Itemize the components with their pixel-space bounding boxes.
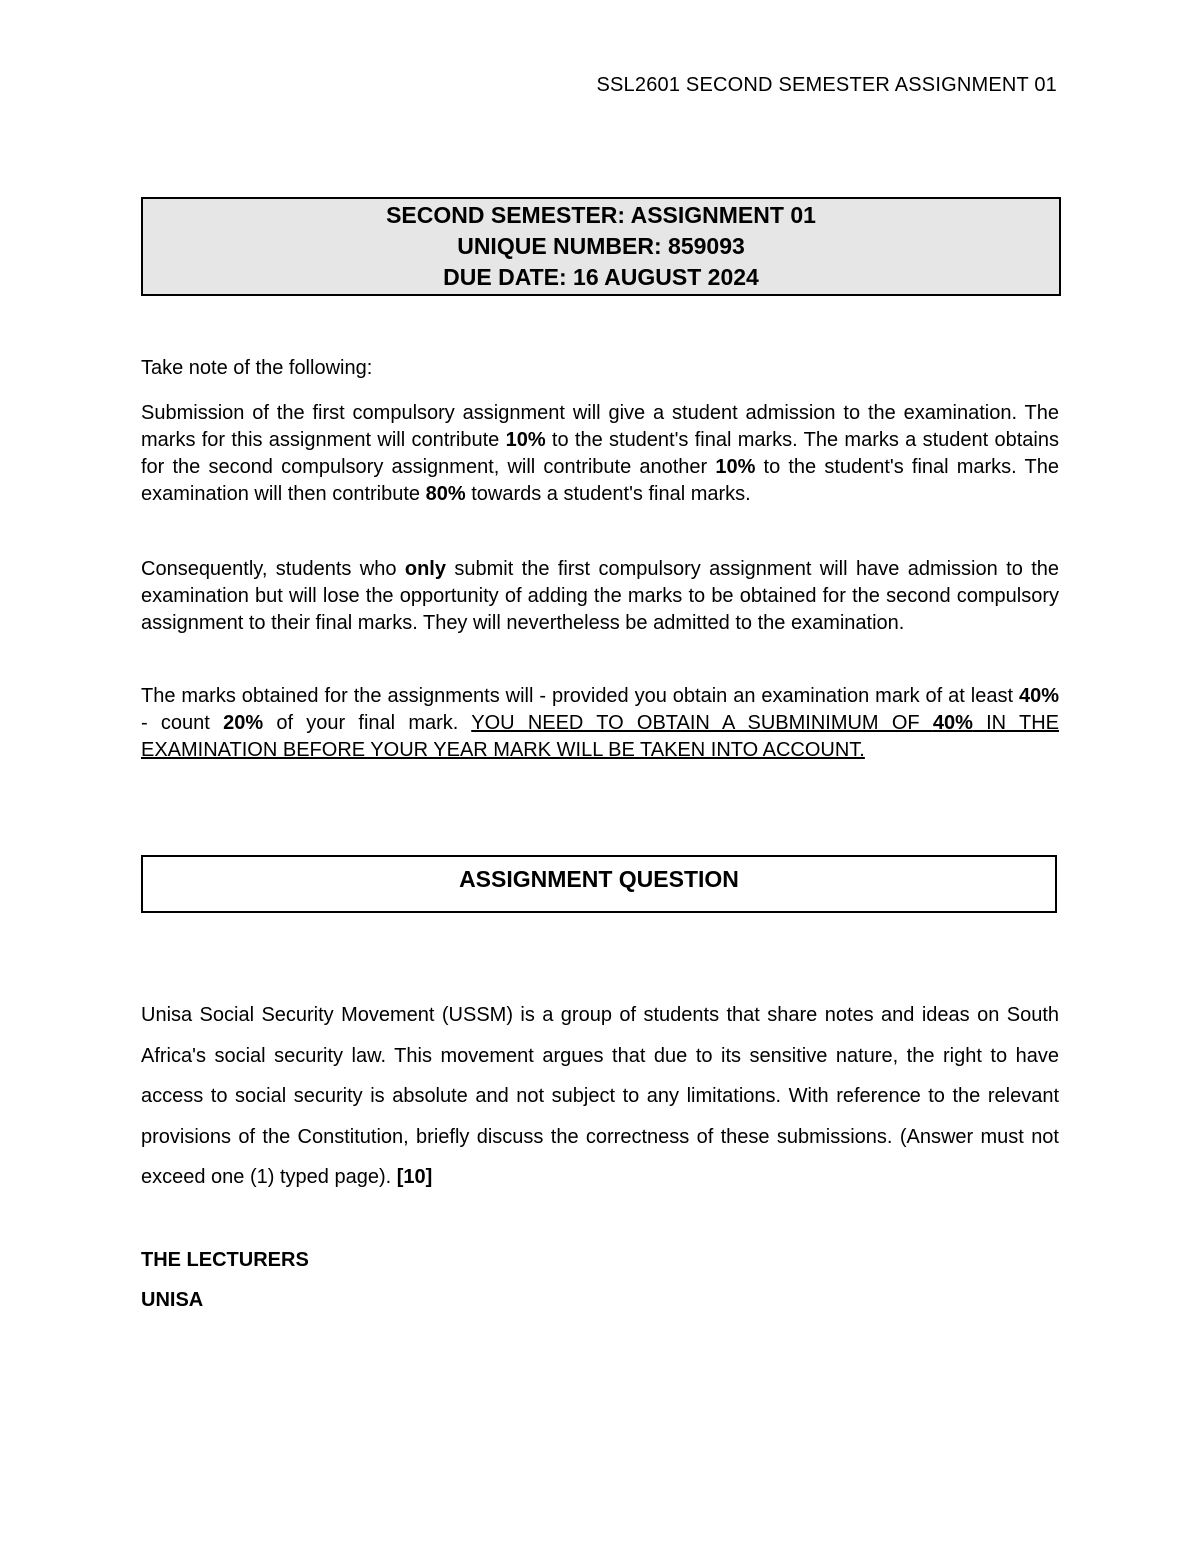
p2-text-2: submit the first compulsory assignment will have admission to the examination but will lose the opportunity of adding the marks to be obtained for the second compulsory assignment to their final marks. They will nevertheless be admitted to the examination.: [141, 558, 1060, 634]
assignment-title-box: [141, 197, 1061, 296]
signoff-lecturers: THE LECTURERS: [141, 1249, 309, 1271]
p3-underline-bold: 40%: [932, 712, 973, 734]
p2-text-1: Consequently, students who: [141, 558, 405, 580]
notes-paragraph-3: [141, 683, 1059, 764]
p1-text-3: to the student's final marks. The examination will then contribute: [141, 456, 1059, 505]
notes-paragraph-2: [141, 556, 1059, 637]
title-line-semester: SECOND SEMESTER: ASSIGNMENT 01: [386, 202, 816, 228]
notes-paragraph-1: [141, 400, 1059, 508]
p1-text-1: Submission of the first compulsory assignment will give a student admission to the examination. The marks for this assignment will contribute: [141, 402, 1059, 451]
signoff-institution: UNISA: [141, 1289, 204, 1311]
question-marks: [10]: [396, 1166, 433, 1188]
notes-label: Take note of the following:: [141, 357, 373, 379]
p3-text-2: - count: [141, 712, 224, 734]
assignment-question-heading-box: [141, 855, 1057, 913]
question-paragraph: [141, 995, 1059, 1198]
p3-bold-1: 40%: [1018, 685, 1059, 707]
title-line-unique-number: UNIQUE NUMBER: 859093: [457, 233, 745, 259]
p1-bold-2: 10%: [715, 456, 756, 478]
title-line-due-date: DUE DATE: 16 AUGUST 2024: [443, 264, 759, 290]
signoff-block: [141, 1240, 309, 1320]
running-header: SSL2601 SECOND SEMESTER ASSIGNMENT 01: [596, 74, 1057, 96]
p3-bold-2: 20%: [223, 712, 264, 734]
p3-underline-2: IN THE EXAMINATION BEFORE YOUR YEAR MARK WILL BE TAKEN INTO ACCOUNT.: [141, 712, 1060, 761]
p3-underline-1: YOU NEED TO OBTAIN A SUBMINIMUM OF: [471, 712, 933, 734]
p1-text-2: to the student's final marks. The marks a student obtains for the second compulsory assignment, will contribute another: [141, 429, 1059, 478]
p1-bold-1: 10%: [505, 429, 546, 451]
p3-text-3: of your final mark.: [263, 712, 472, 734]
p1-bold-3: 80%: [425, 483, 466, 505]
p1-text-4: towards a student's final marks.: [465, 483, 751, 505]
p3-text-1: The marks obtained for the assignments will - provided you obtain an examination mark of at least: [141, 685, 1019, 707]
p2-bold-1: only: [404, 558, 446, 580]
assignment-question-heading: ASSIGNMENT QUESTION: [459, 866, 739, 892]
question-text: Unisa Social Security Movement (USSM) is a group of students that share notes and ideas on South Africa's social security law. This movement argues that due to its sensitive nature, the right to have access to social security is absolute and not subject to any limitations. With reference to the relevant provisions of the Constitution, briefly discuss the correctness of these submissions. (Answer must not exceed one (1) typed page).: [141, 1004, 1059, 1188]
